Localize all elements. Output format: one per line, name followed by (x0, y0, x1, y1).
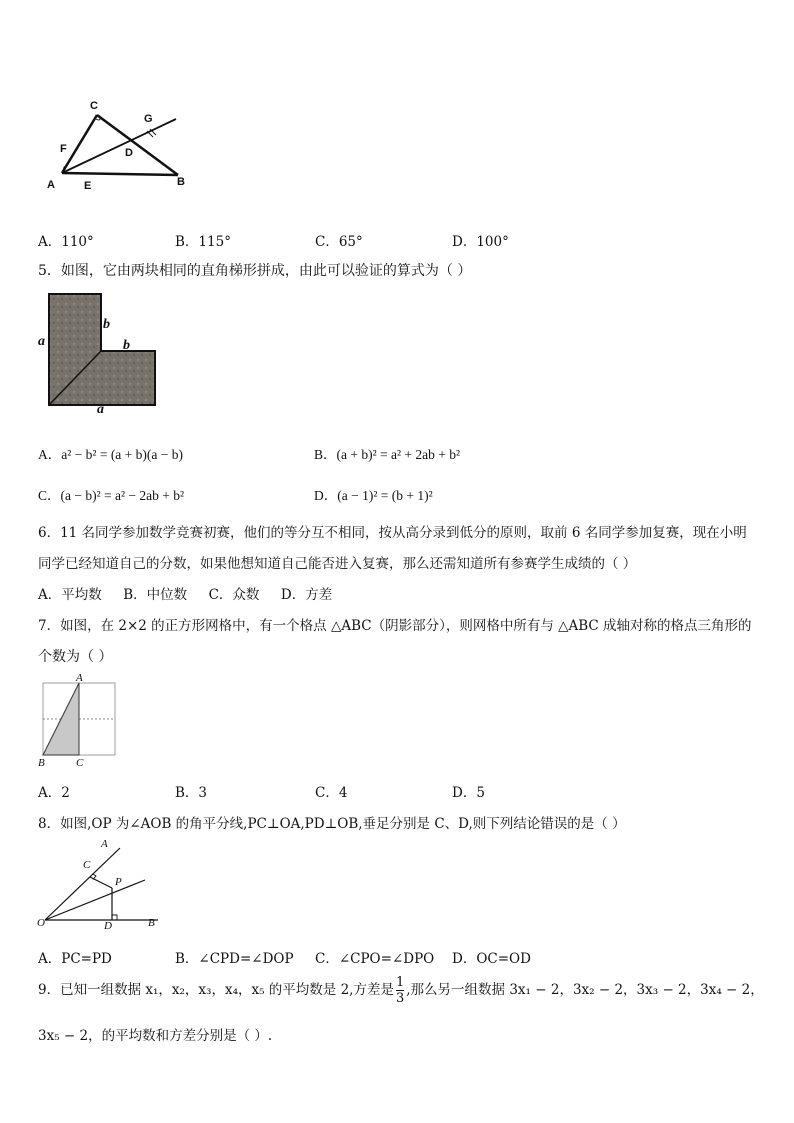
q8-option-d: D．OC=OD (452, 951, 531, 967)
q7-label-a: A (76, 672, 83, 684)
q9-stem-part1: 9．已知一组数据 x₁，x₂，x₃，x₄，x₅ 的平均数是 2,方差是 (38, 982, 394, 998)
q9-frac-denominator: 3 (395, 991, 405, 1006)
q6-stem-line2: 同学已经知道自己的分数，如果他想知道自己能否进入复赛，那么还需知道所有参赛学生成绩的（ ） (38, 556, 637, 572)
q8-label-o: O (37, 917, 45, 929)
q7-option-b: B．3 (175, 785, 208, 801)
q8-label-p: P (115, 876, 122, 888)
q5-label-a-bottom: a (97, 402, 104, 417)
q8-option-b: B．∠CPD=∠DOP (175, 951, 294, 967)
q7-option-c: C．4 (315, 785, 348, 801)
q5-option-b: B．(a + b)² = a² + 2ab + b² (314, 447, 461, 462)
q7-stem-line1: 7．如图，在 2×2 的正方形网格中，有一个格点 △ABC（阴影部分），则网格中所有与 △ABC 成轴对称的格点三角形的 (38, 618, 752, 634)
q8-label-c: C (83, 859, 91, 871)
q8-label-b: B (148, 917, 155, 929)
q4-option-b: B．115° (175, 234, 231, 250)
q8-option-a: A．PC=PD (38, 951, 112, 967)
q7-option-d: D．5 (452, 785, 485, 801)
q8-angle-bisector-figure (40, 840, 165, 930)
q5-option-a: A．a² − b² = (a + b)(a − b) (38, 447, 184, 462)
q5-stem: 5．如图，它由两块相同的直角梯形拼成，由此可以验证的算式为（ ） (38, 263, 472, 279)
q4-label-a: A (47, 179, 55, 191)
q8-label-d: D (104, 920, 112, 932)
q4-option-c: C．65° (315, 234, 363, 250)
q5-option-d: D．(a − 1)² = (b + 1)² (314, 488, 433, 503)
q9-stem-line2: 3x₅ − 2，的平均数和方差分别是（ ）. (38, 1028, 273, 1044)
q4-option-d: D．100° (452, 234, 509, 250)
q6-options: A．平均数 B．中位数 C．众数 D．方差 (38, 587, 333, 603)
q4-label-f: F (60, 143, 67, 155)
q4-label-d: D (125, 147, 133, 159)
q5-option-c: C．(a − b)² = a² − 2ab + b² (38, 488, 185, 503)
q9-variance-fraction (396, 976, 404, 1005)
q9-frac-numerator: 1 (395, 975, 405, 990)
q5-label-b-mid: b (123, 338, 130, 353)
q8-stem: 8．如图,OP 为∠AOB 的角平分线,PC⊥OA,PD⊥OB,垂足分别是 C、D,则下列结论错误的是（ ） (38, 816, 626, 832)
q9-stem-part2: ,那么另一组数据 3x₁ − 2，3x₂ − 2，3x₃ − 2，3x₄ − 2， (406, 982, 764, 998)
q9-stem-line1 (38, 976, 764, 1005)
q8-option-c: C．∠CPO=∠DPO (315, 951, 435, 967)
q5-trapezoid-figure (48, 293, 158, 407)
q4-label-c: C (90, 100, 98, 112)
q4-label-e: E (84, 180, 92, 192)
q4-label-b: B (177, 176, 185, 188)
q4-option-a: A．110° (38, 234, 94, 250)
q7-grid-figure (40, 680, 120, 760)
q7-option-a: A．2 (38, 785, 70, 801)
q7-stem-line2: 个数为（ ） (38, 649, 113, 665)
q4-label-g: G (144, 113, 153, 125)
q7-label-c: C (76, 757, 84, 769)
q5-label-b-top: b (103, 317, 110, 332)
q8-label-a: A (101, 838, 108, 850)
q5-label-a-left: a (38, 334, 45, 349)
q6-stem-line1: 6．11 名同学参加数学竞赛初赛，他们的等分互不相同，按从高分录到低分的原则，取前 6 名同学参加复赛，现在小明 (38, 525, 747, 541)
q7-label-b: B (38, 757, 45, 769)
